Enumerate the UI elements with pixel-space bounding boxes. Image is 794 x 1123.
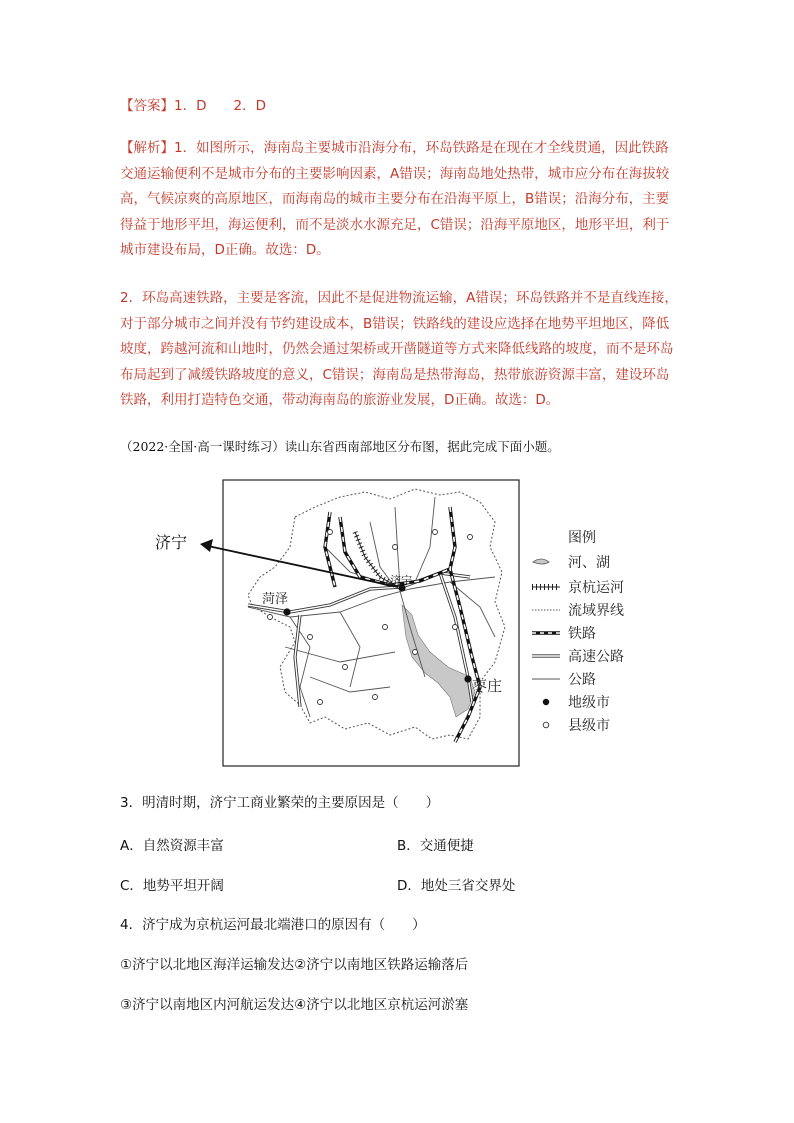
q3-option-d: D．地处三省交界处	[397, 878, 516, 894]
map-frame	[223, 480, 519, 766]
legend-county-city: 县级市	[568, 718, 610, 734]
answer-text: 1．D 2．D	[174, 98, 266, 114]
answer-label: 【答案】	[120, 98, 174, 114]
legend-expressway: 高速公路	[568, 649, 624, 665]
analysis-paragraph-2: 2．环岛高速铁路，主要是客流，因此不是促进物流运输，A错误；环岛铁路并不是直线连接，对于部分城市之间并没有节约建设成本，B错误；铁路线的建设应选择在地势平坦地区，降低坡度，跨越河流和山地时，仍然会通过架桥或开凿隧道等方式来降低线路的坡度，而不是环岛布局起到了减缓铁路坡度的意义，C错误；海南岛是热带海岛，热带旅游资源丰富，建设环岛铁路，利用打造特色交通，带动海南岛的旅游业发展，D正确。故选：D。	[120, 290, 678, 408]
q4-statements-2: ③济宁以南地区内河航运发达④济宁以北地区京杭运河淤塞	[120, 997, 469, 1013]
analysis-label: 【解析】	[120, 140, 174, 156]
city-label-zaozhuang: 枣庄	[472, 677, 503, 695]
q4-statements-1: ①济宁以北地区海洋运输发达②济宁以南地区铁路运输落后	[120, 957, 469, 973]
q3-option-c: C．地势平坦开阔	[120, 878, 224, 894]
q3-stem: 3．明清时期，济宁工商业繁荣的主要原因是（ ）	[120, 795, 440, 811]
legend-title: 图例	[568, 530, 596, 546]
arrow-head	[200, 539, 213, 552]
legend-road: 公路	[568, 672, 596, 688]
legend-railway: 铁路	[568, 626, 596, 642]
analysis-paragraph-1	[120, 136, 680, 264]
legend-watershed: 流域界线	[568, 603, 624, 619]
legend-canal: 京杭运河	[568, 580, 624, 596]
legend-symbols	[532, 559, 560, 728]
shandong-southwest-map	[150, 477, 650, 769]
answer-line	[120, 94, 680, 120]
q3-option-a: A．自然资源丰富	[120, 838, 224, 854]
q4-stem: 4．济宁成为京杭运河最北端港口的原因有（ ）	[120, 917, 426, 933]
question-intro: （2022·全国·高一课时练习）读山东省西南部地区分布图，据此完成下面小题。	[120, 439, 560, 454]
city-label-heze: 菏泽	[262, 592, 289, 607]
arrow-label-jining: 济宁	[155, 533, 188, 552]
zaozhuang-dot	[464, 675, 471, 682]
q3-option-b: B．交通便捷	[397, 838, 474, 854]
heze-dot	[283, 608, 290, 615]
legend-lake: 河、湖	[568, 555, 610, 571]
legend-prefecture-city: 地级市	[568, 695, 610, 711]
analysis-text-1: 1．如图所示，海南岛主要城市沿海分布，环岛铁路是在现在才全线贯通，因此铁路交通运输便利不是城市分布的主要影响因素，A错误；海南岛地处热带，城市应分布在海拔较高，气候凉爽的高原地区，而海南岛的城市主要分布在沿海平原上，B错误；沿海分布，主要得益于地形平坦，海运便利，而不是淡水水源充足，C错误；沿海平原地区，地形平坦，利于城市建设布局，D正确。故选：D。	[120, 140, 670, 258]
city-label-jining: 济宁	[390, 574, 412, 587]
